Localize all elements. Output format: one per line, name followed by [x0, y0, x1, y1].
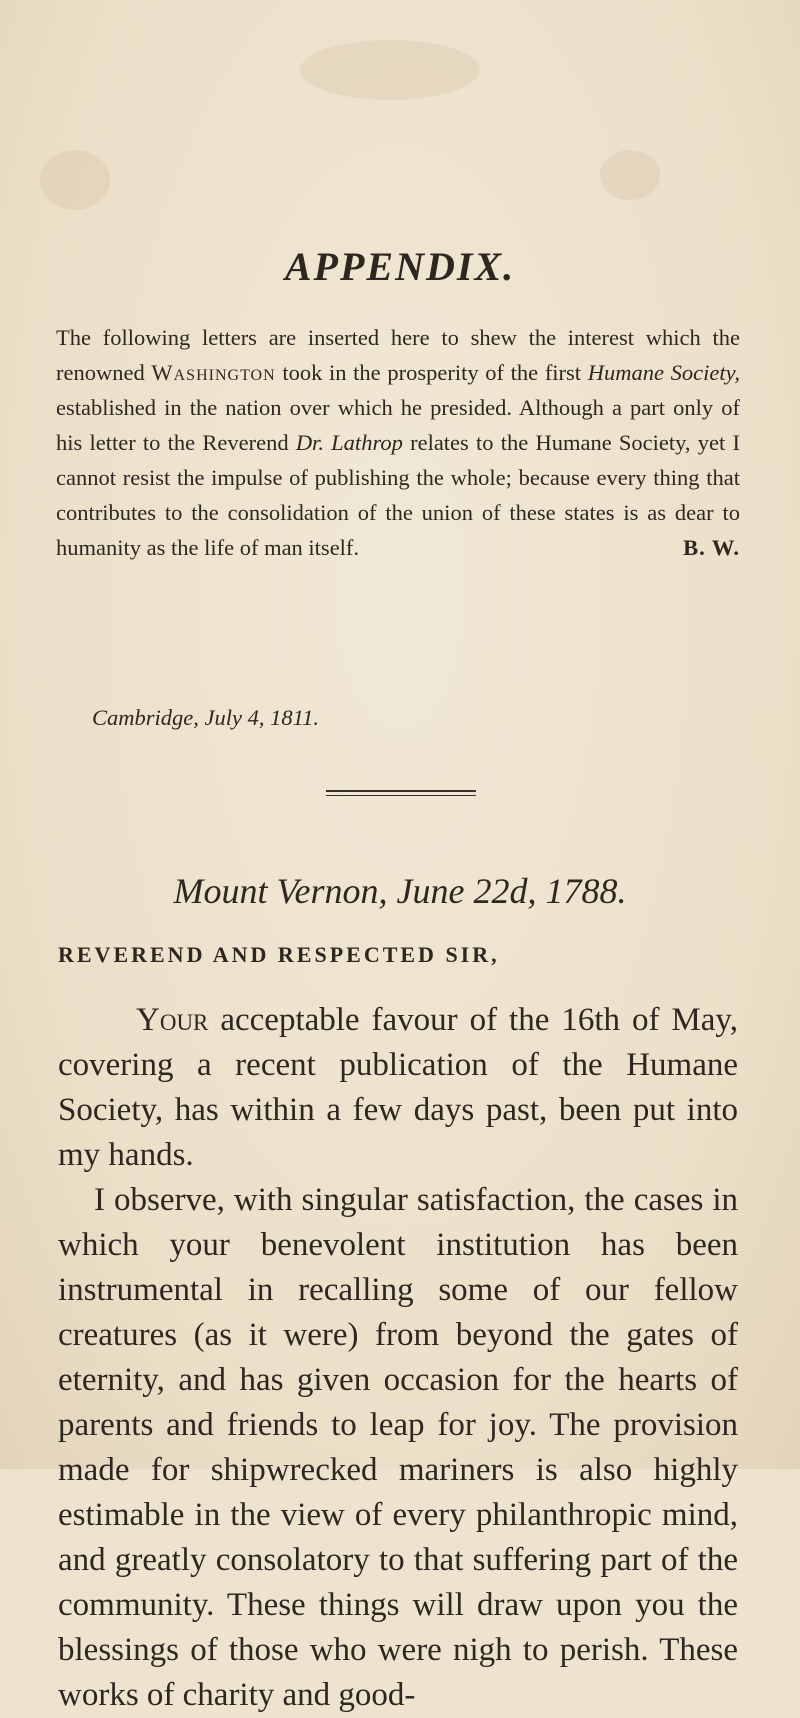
preface-dateline: Cambridge, July 4, 1811. [92, 705, 320, 730]
foxing-stain [300, 40, 480, 100]
preface-paragraph [56, 320, 740, 565]
letter-paragraph-2: I observe, with singular satisfaction, the cases in which your benevolent institution has been instrumental in recalling some of our fellow creatures (as it were) from beyond the gates of eternity, and has given occasion for the hearts of parents and friends to leap for joy. The provision made for shipwrecked mariners is also highly estimable in the view of every philanthropic mind, and greatly consolatory to that suffering part of the community. These things will draw upon you the blessings of those who were nigh to perish. These works of charity and good- [58, 1182, 738, 1713]
foxing-stain [600, 150, 660, 200]
foxing-stain [40, 150, 110, 210]
letter-body [58, 998, 738, 1718]
letter-salutation: REVEREND AND RESPECTED SIR, [58, 942, 500, 967]
humane-society-name: Humane Society, [587, 360, 740, 385]
editor-signature: B. W. [683, 535, 740, 560]
section-divider [326, 790, 476, 796]
preface-text: took in the prosperity of the first [275, 360, 588, 385]
letter-paragraph-1 [58, 998, 738, 1178]
paragraph-text: acceptable favour of the 16th of May, covering a recent publication of the Humane Society, has within a few days past, been put into my hands. [58, 1002, 738, 1173]
preface-text: relates to the Humane Society, yet I cannot resist the impulse of publishing the whole; because every thing that contributes to the consolidation of the union of these states is as dear to humanity as the life of man itself. [56, 430, 740, 560]
washington-name: Washington [151, 360, 276, 385]
preface-text: established in the nation over which he presided. Although a part only of his letter to the Reverend [56, 395, 740, 455]
preface-text: The following letters are inserted here to shew the interest which the renowned [56, 325, 740, 385]
appendix-heading: APPENDIX. [284, 244, 516, 289]
recipient-name: Dr. Lathrop [295, 430, 403, 455]
opening-word: Your [136, 1002, 209, 1038]
letter-place-date: Mount Vernon, June 22d, 1788. [173, 871, 627, 911]
